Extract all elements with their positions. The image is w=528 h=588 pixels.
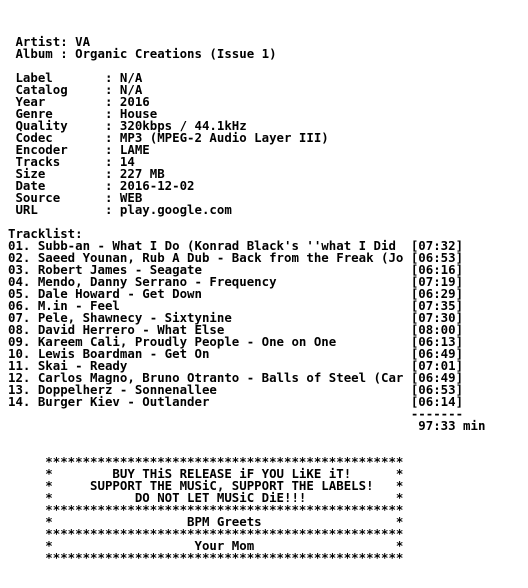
track-row: 12. Carlos Magno, Bruno Otranto - Balls of Steel (Car [06:49] (8, 370, 464, 385)
info-line: Year : 2016 (8, 94, 150, 109)
info-line: Codec : MP3 (MPEG-2 Audio Layer III) (8, 130, 329, 145)
track-row: 09. Kareem Cali, Proudly People - One on One [06:13] (8, 334, 464, 349)
footer-box-line: ************************************************ (8, 526, 404, 541)
tracklist-title: Tracklist: (8, 226, 83, 241)
total-separator: ------- (8, 406, 464, 421)
track-row: 02. Saeed Younan, Rub A Dub - Back from the Freak (Jo [06:53] (8, 250, 464, 265)
footer-box-line: * Your Mom * (8, 538, 404, 553)
album-line: Album : Organic Creations (Issue 1) (8, 46, 277, 61)
info-line: Size : 227 MB (8, 166, 165, 181)
footer-box-line: ************************************************ (8, 550, 404, 565)
track-row: 10. Lewis Boardman - Get On [06:49] (8, 346, 464, 361)
total-duration: 97:33 min (8, 418, 486, 433)
info-line: Quality : 320kbps / 44.1kHz (8, 118, 247, 133)
footer-box-line: * SUPPORT THE MUSiC, SUPPORT THE LABELS! * (8, 478, 404, 493)
info-line: Catalog : N/A (8, 82, 143, 97)
info-line: Encoder : LAME (8, 142, 150, 157)
footer-box-line: ************************************************ (8, 454, 404, 469)
footer-box-line: * BUY THiS RELEASE iF YOU LiKE iT! * (8, 466, 404, 481)
info-line: Label : N/A (8, 70, 143, 85)
info-line: Genre : House (8, 106, 158, 121)
footer-box-line: * DO NOT LET MUSiC DiE!!! * (8, 490, 404, 505)
info-line: Date : 2016-12-02 (8, 178, 195, 193)
track-row: 04. Mendo, Danny Serrano - Frequency [07:19] (8, 274, 464, 289)
info-line: Source : WEB (8, 190, 143, 205)
info-line: URL : play.google.com (8, 202, 232, 217)
track-row: 01. Subb-an - What I Do (Konrad Black's ''what I Did [07:32] (8, 238, 464, 253)
track-row: 03. Robert James - Seagate [06:16] (8, 262, 464, 277)
track-row: 05. Dale Howard - Get Down [06:29] (8, 286, 464, 301)
artist-line: Artist: VA (8, 34, 91, 49)
footer-box-line: ************************************************ (8, 502, 404, 517)
track-row: 11. Skai - Ready [07:01] (8, 358, 464, 373)
track-row: 07. Pele, Shawnecy - Sixtynine [07:30] (8, 310, 464, 325)
info-line: Tracks : 14 (8, 154, 135, 169)
track-row: 08. David Herrero - What Else [08:00] (8, 322, 464, 337)
track-row: 13. Doppelherz - Sonnenallee [06:53] (8, 382, 464, 397)
footer-box-line: * BPM Greets * (8, 514, 404, 529)
track-row: 14. Burger Kiev - Outlander [06:14] (8, 394, 464, 409)
track-row: 06. M.in - Feel [07:35] (8, 298, 464, 313)
